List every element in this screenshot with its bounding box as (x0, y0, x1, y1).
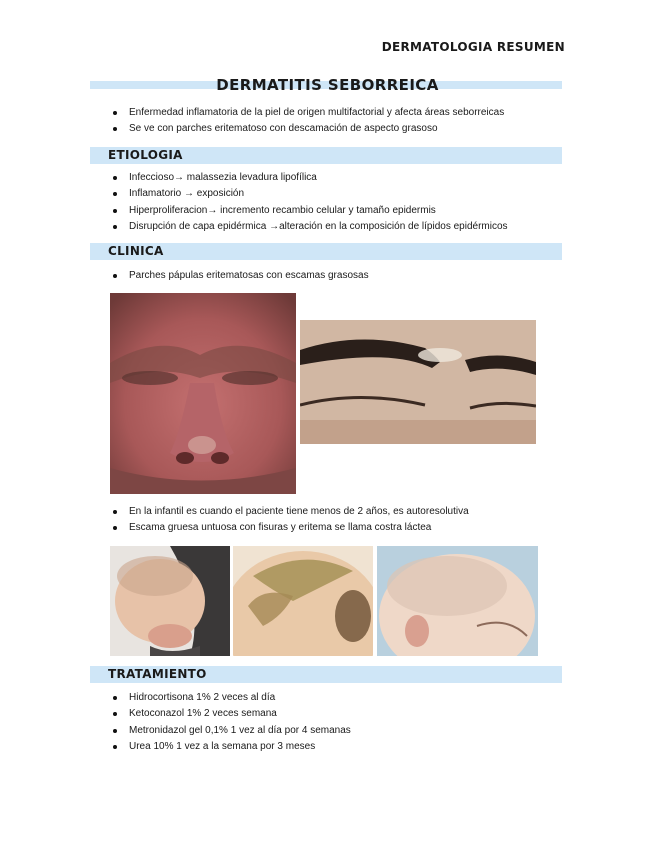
list-item: Hiperproliferacion→ incremento recambio celular y tamaño epidermis (112, 203, 508, 219)
infant-photo-2 (233, 546, 373, 656)
section-heading-tratamiento: TRATAMIENTO (108, 667, 207, 681)
clinica-list-2 (112, 504, 469, 537)
face-photo (110, 293, 296, 494)
list-item: Urea 10% 1 vez a la semana por 3 meses (112, 739, 351, 755)
clinica-list (112, 268, 369, 284)
list-item: Infeccioso→ malassezia levadura lipofílica (112, 170, 508, 186)
list-item: Se ve con parches eritematoso con descamación de aspecto grasoso (112, 121, 504, 137)
list-item: Enfermedad inflamatoria de la piel de origen multifactorial y afecta áreas seborreicas (112, 105, 504, 121)
list-item: En la infantil es cuando el paciente tiene menos de 2 años, es autoresolutiva (112, 504, 469, 520)
eyebrow-photo (300, 320, 536, 444)
page-header: DERMATOLOGIA RESUMEN (381, 40, 565, 54)
section-heading-clinica: CLINICA (108, 244, 164, 258)
list-item: Metronidazol gel 0,1% 1 vez al día por 4 semanas (112, 723, 351, 739)
intro-list (112, 105, 504, 138)
page-title: DERMATITIS SEBORREICA (216, 76, 439, 94)
list-item: Disrupción de capa epidérmica →alteración en la composición de lípidos epidérmicos (112, 219, 508, 235)
tratamiento-list (112, 690, 351, 755)
list-item: Inflamatorio → exposición (112, 186, 508, 202)
list-item: Parches pápulas eritematosas con escamas grasosas (112, 268, 369, 284)
etiologia-list (112, 170, 508, 235)
list-item: Escama gruesa untuosa con fisuras y eritema se llama costra láctea (112, 520, 469, 536)
list-item: Ketoconazol 1% 2 veces semana (112, 706, 351, 722)
infant-photo-3 (377, 546, 538, 656)
section-heading-etiologia: ETIOLOGIA (108, 148, 183, 162)
infant-photo-1 (110, 546, 230, 656)
list-item: Hidrocortisona 1% 2 veces al día (112, 690, 351, 706)
